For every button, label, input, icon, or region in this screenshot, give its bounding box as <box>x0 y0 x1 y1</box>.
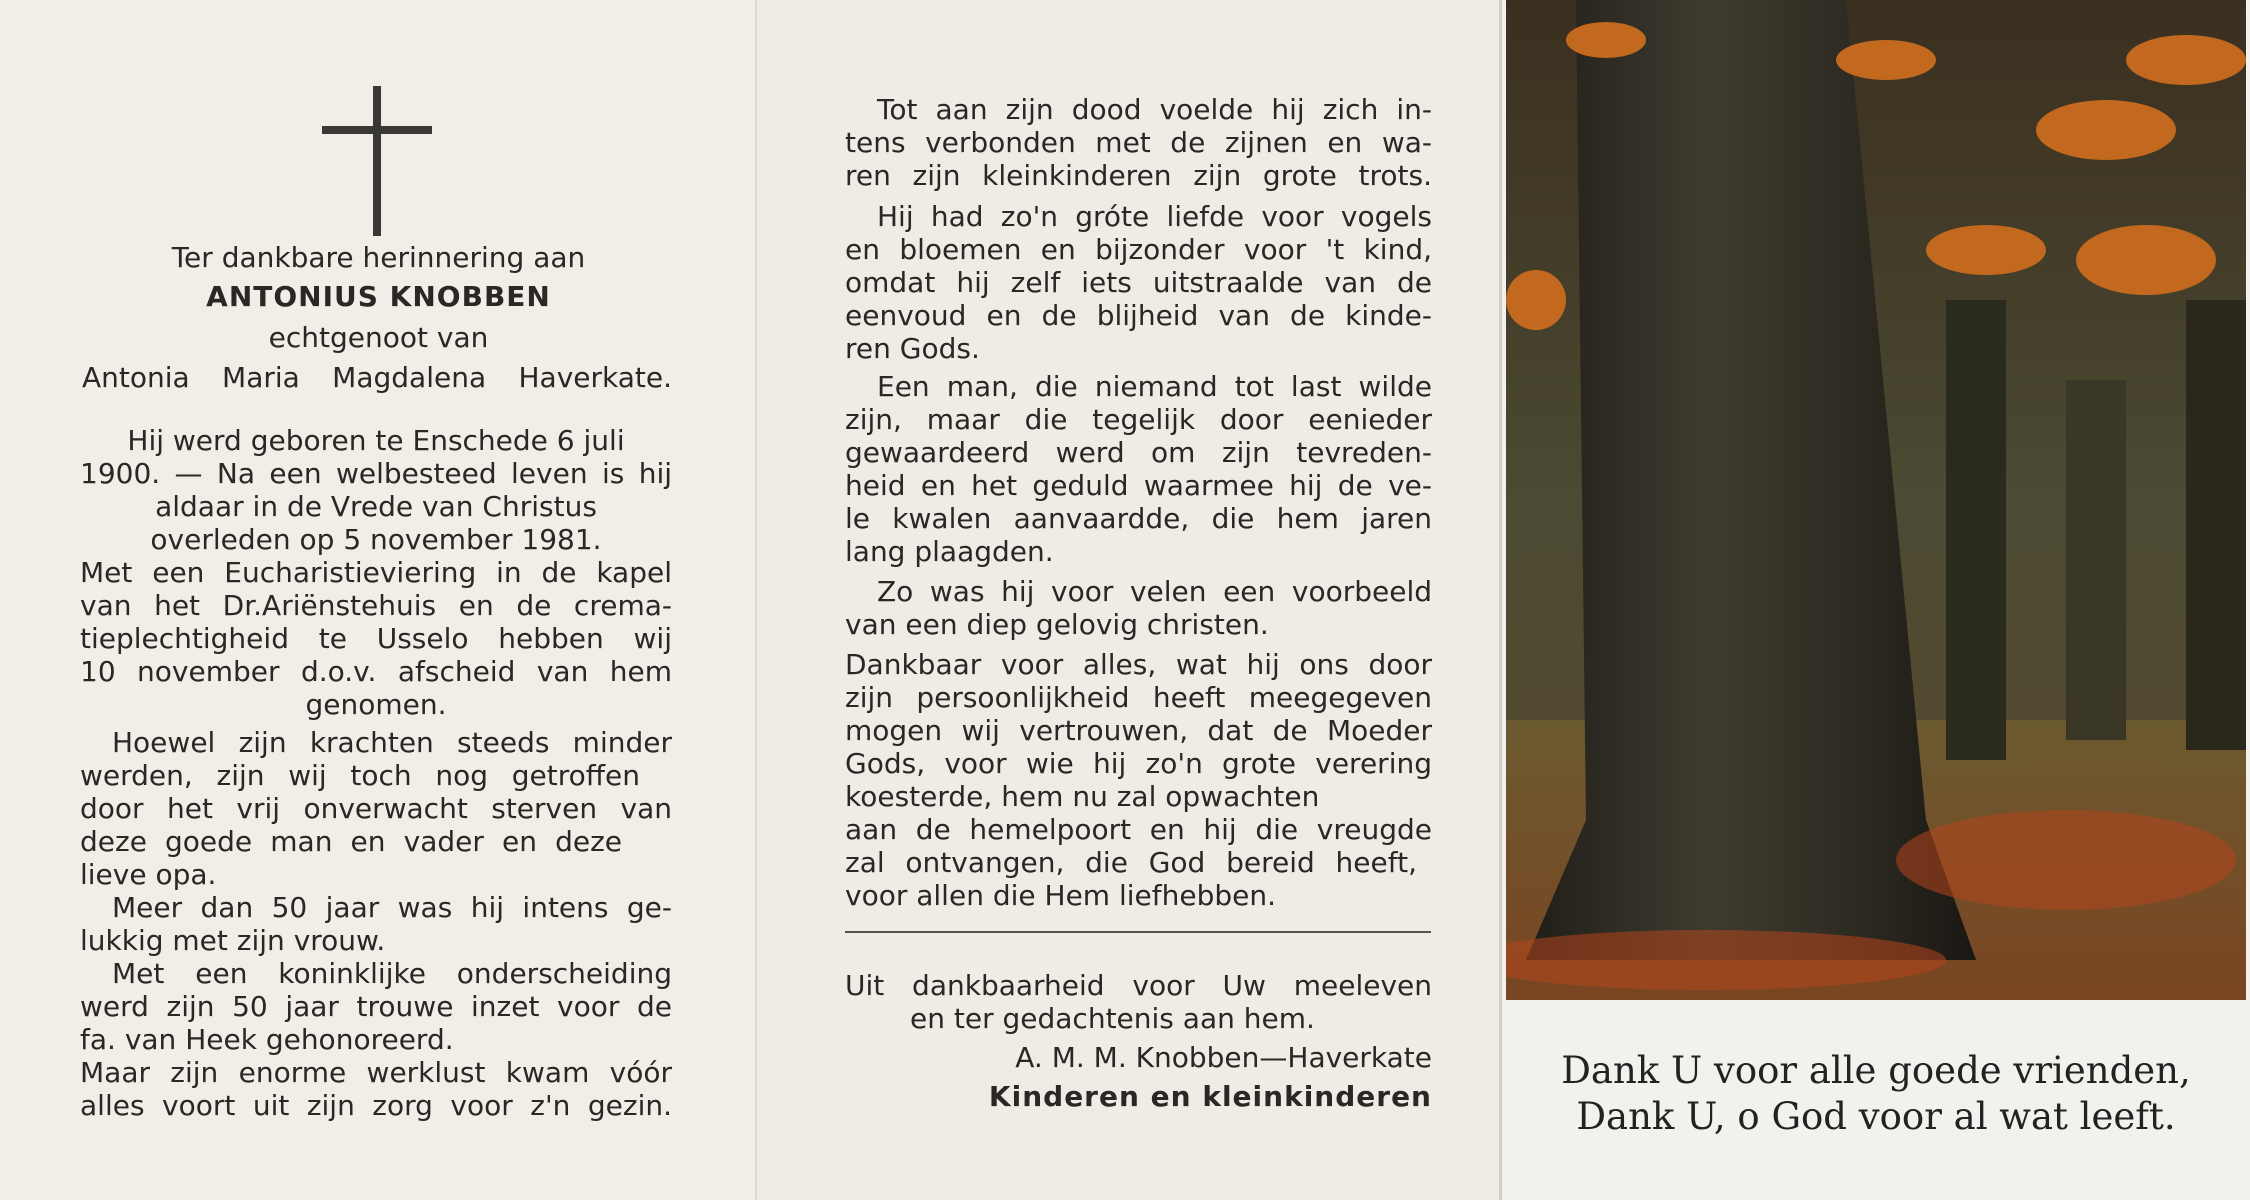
text-line: genomen. <box>305 688 447 721</box>
text-line: fa. van Heek gehonoreerd. <box>80 1023 454 1056</box>
text-line: Zo was hij voor velen een voorbeeld <box>877 575 1432 608</box>
text-line: le kwalen aanvaardde, die hem jaren <box>845 502 1432 535</box>
text-line: eenvoud en de blijheid van de kinde- <box>845 299 1432 332</box>
text-line: koesterde, hem nu zal opwachten <box>845 780 1320 813</box>
text-line: Maar zijn enorme werklust kwam vóór <box>80 1056 672 1089</box>
text-line: van het Dr.Ariënstehuis en de crema- <box>80 589 672 622</box>
text-line: lang plaagden. <box>845 535 1054 568</box>
text-line: Een man, die niemand tot last wilde <box>877 370 1432 403</box>
intro-line: Ter dankbare herinnering aan <box>171 241 586 274</box>
text-line: ren Gods. <box>845 332 980 365</box>
left-panel <box>0 0 757 1200</box>
caption-line: Dank U voor alle goede vrienden, <box>1561 1049 2191 1092</box>
text-line: deze goede man en vader en deze <box>80 825 622 858</box>
deceased-name: ANTONIUS KNOBBEN <box>206 280 551 313</box>
text-line: voor allen die Hem liefhebben. <box>845 879 1277 912</box>
signature: A. M. M. Knobben—Haverkate <box>1015 1041 1432 1074</box>
family-signature: Kinderen en kleinkinderen <box>988 1080 1432 1113</box>
text-line: omdat hij zelf iets uitstraalde van de <box>845 266 1432 299</box>
caption-line: Dank U, o God voor al wat leeft. <box>1576 1095 2176 1138</box>
divider <box>845 931 1431 933</box>
text-line: zal ontvangen, die God bereid heeft, <box>845 846 1417 879</box>
thanks-line: en ter gedachtenis aan hem. <box>910 1002 1315 1035</box>
text-line: lukkig met zijn vrouw. <box>80 924 386 957</box>
text-line: van een diep gelovig christen. <box>845 608 1269 641</box>
text-line: zijn, maar die tegelijk door eenieder <box>845 403 1432 436</box>
text-line: aan de hemelpoort en hij die vreugde <box>845 813 1432 846</box>
text-line: Dankbaar voor alles, wat hij ons door <box>845 648 1432 681</box>
text-line: Meer dan 50 jaar was hij intens ge- <box>112 891 672 924</box>
text-line: alles voort uit zijn zorg voor z'n gezin. <box>80 1089 672 1122</box>
text-line: Hij werd geboren te Enschede 6 juli <box>127 424 625 457</box>
text-line: Hij had zo'n gróte liefde voor vogels <box>877 200 1432 233</box>
text-line: 1900. — Na een welbesteed leven is hij <box>80 457 672 490</box>
spouse-intro: echtgenoot van <box>268 321 489 354</box>
text-line: tens verbonden met de zijnen en wa- <box>845 126 1432 159</box>
text-line: ren zijn kleinkinderen zijn grote trots. <box>845 159 1432 192</box>
text-line: werden, zijn wij toch nog getroffen <box>80 759 640 792</box>
cross-icon <box>322 86 432 236</box>
text-line: gewaardeerd werd om zijn tevreden- <box>845 436 1432 469</box>
text-line: zijn persoonlijkheid heeft meegegeven <box>845 681 1432 714</box>
text-line: tieplechtigheid te Usselo hebben wij <box>80 622 672 655</box>
text-line: en bloemen en bijzonder voor 't kind, <box>845 233 1432 266</box>
text-line: 10 november d.o.v. afscheid van hem <box>80 655 672 688</box>
caption <box>1506 1048 2246 1140</box>
text-line: Hoewel zijn krachten steeds minder <box>112 726 672 759</box>
text-line: mogen wij vertrouwen, dat de Moeder <box>845 714 1432 747</box>
text-line: heid en het geduld waarmee hij de ve- <box>845 469 1432 502</box>
text-line: overleden op 5 november 1981. <box>150 523 602 556</box>
text-line: werd zijn 50 jaar trouwe inzet voor de <box>80 990 672 1023</box>
text-line: Tot aan zijn dood voelde hij zich in- <box>877 93 1432 126</box>
text-line: door het vrij onverwacht sterven van <box>80 792 672 825</box>
tree-photo <box>1506 0 2246 1000</box>
text-line: Met een koninklijke onderscheiding <box>112 957 672 990</box>
text-line: Gods, voor wie hij zo'n grote verering <box>845 747 1432 780</box>
spouse-name: Antonia Maria Magdalena Haverkate. <box>82 361 672 394</box>
text-line: lieve opa. <box>80 858 217 891</box>
thanks-line: Uit dankbaarheid voor Uw meeleven <box>845 969 1432 1002</box>
text-line: Met een Eucharistieviering in de kapel <box>80 556 672 589</box>
text-line: aldaar in de Vrede van Christus <box>155 490 597 523</box>
